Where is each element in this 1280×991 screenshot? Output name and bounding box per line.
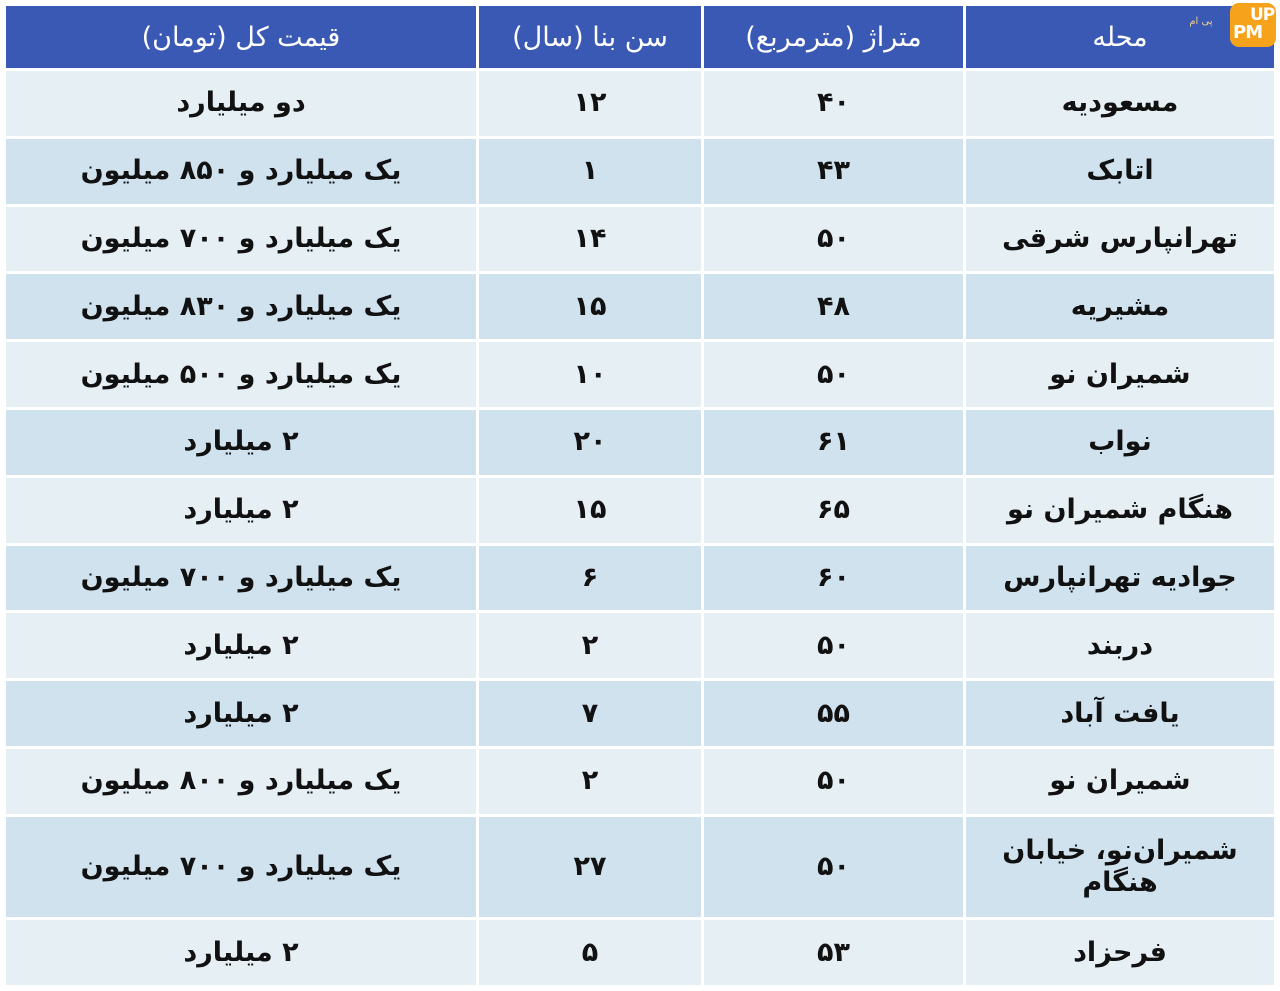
- cell-age: ۲۰: [479, 410, 701, 475]
- table-row: [6, 342, 1274, 407]
- header-row: [6, 6, 1274, 68]
- cell-area: ۵۰: [704, 749, 963, 814]
- cell-neighborhood: مسعودیه: [966, 71, 1274, 136]
- cell-age: ۱۵: [479, 274, 701, 339]
- header-neighborhood: محله: [966, 6, 1274, 68]
- logo-bottom-text: PM: [1233, 22, 1263, 43]
- cell-price: یک میلیارد و ۷۰۰ میلیون: [6, 207, 476, 272]
- table-row: [6, 681, 1274, 746]
- cell-age: ۶: [479, 546, 701, 611]
- table-row: [6, 920, 1274, 985]
- table-row: [6, 749, 1274, 814]
- table-row: [6, 410, 1274, 475]
- cell-neighborhood: شمیران نو: [966, 749, 1274, 814]
- header-age: سن بنا (سال): [479, 6, 701, 68]
- cell-area: ۵۰: [704, 342, 963, 407]
- cell-age: ۲: [479, 613, 701, 678]
- header-area: متراژ (مترمربع): [704, 6, 963, 68]
- cell-age: ۷: [479, 681, 701, 746]
- cell-age: ۱۴: [479, 207, 701, 272]
- cell-age: ۲: [479, 749, 701, 814]
- cell-neighborhood: اتابک: [966, 139, 1274, 204]
- cell-age: ۱۲: [479, 71, 701, 136]
- cell-neighborhood: هنگام شمیران نو: [966, 478, 1274, 543]
- up-pm-logo-icon: [1230, 3, 1276, 47]
- cell-price: ۲ میلیارد: [6, 410, 476, 475]
- cell-neighborhood: دربند: [966, 613, 1274, 678]
- cell-area: ۴۸: [704, 274, 963, 339]
- cell-price: ۲ میلیارد: [6, 681, 476, 746]
- table-row: [6, 613, 1274, 678]
- cell-neighborhood: فرحزاد: [966, 920, 1274, 985]
- cell-price: ۲ میلیارد: [6, 920, 476, 985]
- table-row: [6, 546, 1274, 611]
- cell-neighborhood: یافت آباد: [966, 681, 1274, 746]
- cell-area: ۶۰: [704, 546, 963, 611]
- cell-area: ۵۰: [704, 207, 963, 272]
- logo-top-text: UP: [1250, 5, 1275, 25]
- cell-area: ۵۰: [704, 613, 963, 678]
- cell-price: ۲ میلیارد: [6, 613, 476, 678]
- table-row: [6, 207, 1274, 272]
- cell-neighborhood: شمیران نو: [966, 342, 1274, 407]
- cell-area: ۶۵: [704, 478, 963, 543]
- cell-neighborhood: شمیران‌نو، خیابان هنگام: [966, 817, 1274, 917]
- cell-price: یک میلیارد و ۸۰۰ میلیون: [6, 749, 476, 814]
- cell-neighborhood: جوادیه تهرانپارس: [966, 546, 1274, 611]
- cell-age: ۱: [479, 139, 701, 204]
- cell-price: یک میلیارد و ۵۰۰ میلیون: [6, 342, 476, 407]
- cell-area: ۶۱: [704, 410, 963, 475]
- cell-age: ۵: [479, 920, 701, 985]
- table-row: [6, 274, 1274, 339]
- cell-area: ۴۳: [704, 139, 963, 204]
- cell-area: ۵۳: [704, 920, 963, 985]
- cell-neighborhood: مشیریه: [966, 274, 1274, 339]
- price-table: [3, 3, 1277, 988]
- header-price: قیمت کل (تومان): [6, 6, 476, 68]
- cell-price: یک میلیارد و ۷۰۰ میلیون: [6, 817, 476, 917]
- table-row: [6, 478, 1274, 543]
- table-row: [6, 71, 1274, 136]
- cell-age: ۱۰: [479, 342, 701, 407]
- cell-price: یک میلیارد و ۷۰۰ میلیون: [6, 546, 476, 611]
- cell-area: ۴۰: [704, 71, 963, 136]
- cell-age: ۲۷: [479, 817, 701, 917]
- table-row: [6, 139, 1274, 204]
- cell-neighborhood: تهرانپارس شرقی: [966, 207, 1274, 272]
- cell-area: ۵۰: [704, 817, 963, 917]
- logo-caption: پی ام: [1189, 16, 1213, 27]
- cell-area: ۵۵: [704, 681, 963, 746]
- table-row: [6, 817, 1274, 917]
- cell-price: ۲ میلیارد: [6, 478, 476, 543]
- cell-price: یک میلیارد و ۸۳۰ میلیون: [6, 274, 476, 339]
- cell-neighborhood: نواب: [966, 410, 1274, 475]
- cell-price: دو میلیارد: [6, 71, 476, 136]
- cell-price: یک میلیارد و ۸۵۰ میلیون: [6, 139, 476, 204]
- cell-age: ۱۵: [479, 478, 701, 543]
